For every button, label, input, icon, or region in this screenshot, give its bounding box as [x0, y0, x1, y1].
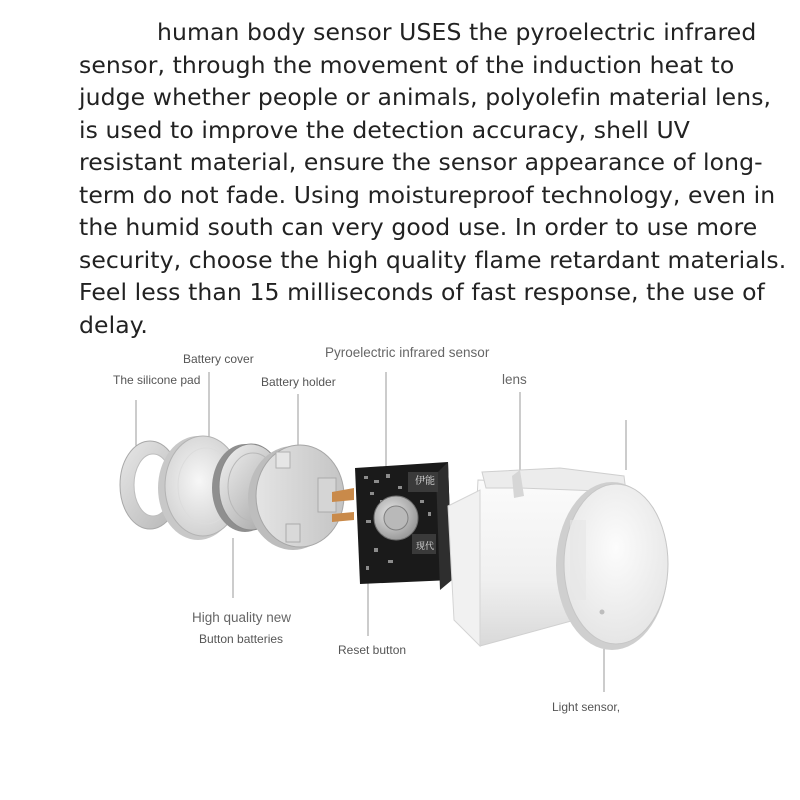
pcb-board [355, 462, 452, 590]
product-description: human body sensor USES the pyroelectric infrared sensor, through the movement of the induction heat to judge whether people or animals, polyolefin material lens, is used to improve the detection accuracy, shell UV resistant material, ensure the sensor appearance of long-term do not fade. Using moistureproof technology, even in the humid south can very good use. In order to use more security, choose the high quality flame retardant materials. Feel less than 15 milliseconds of fast response, the use of delay. [79, 18, 787, 339]
label-battery-line1: High quality new [192, 610, 292, 625]
label-silicone-pad: The silicone pad [113, 373, 201, 387]
label-reset-button: Reset button [338, 643, 407, 657]
label-pir-sensor: Pyroelectric infrared sensor [325, 345, 490, 360]
label-light-sensor: Light sensor, [552, 700, 621, 714]
sensor-housing [448, 468, 668, 650]
label-battery-cover: Battery cover [183, 352, 254, 366]
pcb-marking-top: 伊能 [415, 476, 435, 487]
label-lens: lens [502, 372, 527, 387]
battery-holder [248, 445, 354, 550]
label-battery-line2: Button batteries [199, 632, 284, 646]
label-battery-holder: Battery holder [261, 375, 336, 389]
pcb-marking-mid: 现代 [416, 542, 435, 552]
